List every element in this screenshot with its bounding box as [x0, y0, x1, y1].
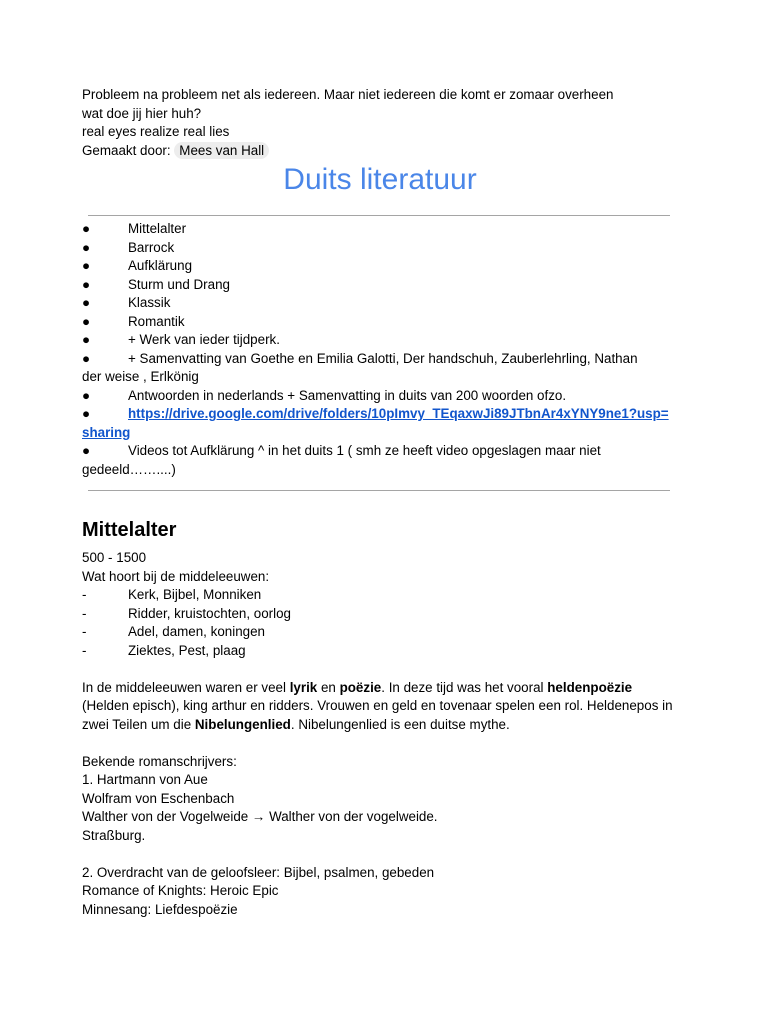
more-item: 2. Overdracht van de geloofsleer: Bijbel, psalmen, gebeden: [82, 864, 435, 880]
writers-label: Bekende romanschrijvers:: [82, 753, 237, 769]
bullet-icon: ●: [82, 239, 91, 255]
toc-item: [82, 276, 682, 295]
bullet-icon: ●: [82, 295, 91, 310]
dash-item: [82, 623, 682, 642]
para-bold: lyrik: [289, 679, 318, 695]
toc-item-label: + Werk van ieder tijdperk.: [128, 332, 280, 347]
toc-item-summary: [82, 350, 682, 387]
toc-item-label: Barrock: [128, 239, 175, 255]
toc-videos-line-2: gedeeld……....): [82, 461, 176, 477]
belongs-label: Wat hoort bij de middeleeuwen:: [82, 568, 270, 584]
intro-line-1: Probleem na probleem net als iedereen. Maar niet iedereen die komt er zomaar overheen: [82, 87, 614, 102]
toc-item: [82, 313, 682, 332]
toc-list: [82, 220, 682, 479]
para-bold: Nibelungenlied: [194, 716, 291, 732]
bullet-icon: ●: [82, 443, 91, 458]
bullet-icon: ●: [82, 221, 91, 236]
intro-line-3: real eyes realize real lies: [82, 124, 230, 139]
dash-item-label: Ziektes, Pest, plaag: [128, 642, 246, 658]
drive-link-cont[interactable]: sharing: [82, 424, 131, 440]
bullet-icon: ●: [82, 387, 91, 403]
toc-item-link: [82, 405, 682, 442]
bullet-icon: ●: [82, 276, 91, 292]
intro-line-2: wat doe jij hier huh?: [82, 105, 202, 121]
dash-item: [82, 605, 682, 624]
writer-item: Walther von der Vogelweide → Walther von der vogelweide.: [82, 809, 438, 824]
toc-item-label: Sturm und Drang: [128, 276, 230, 292]
toc-answers-label: Antwoorden in nederlands + Samenvatting in duits van 200 woorden ofzo.: [128, 387, 567, 403]
dash-icon: -: [82, 624, 87, 639]
period-text: 500 - 1500: [82, 550, 147, 565]
dash-item-label: Kerk, Bijbel, Monniken: [128, 587, 262, 602]
toc-item: [82, 220, 682, 239]
document-title: Duits literatuur: [283, 163, 477, 196]
para-bold: heldenpoëzie: [547, 679, 633, 695]
author-line: [82, 142, 682, 161]
bullet-icon: ●: [82, 350, 91, 366]
toc-videos-line-1: Videos tot Aufklärung ^ in het duits 1 ( smh ze heeft video opgeslagen maar niet: [128, 443, 601, 458]
writer-item: Straßburg.: [82, 827, 146, 843]
toc-item: [82, 257, 682, 276]
dash-item: [82, 586, 682, 605]
toc-item: [82, 331, 682, 350]
divider-top: [88, 215, 670, 216]
bullet-icon: ●: [82, 258, 91, 273]
bullet-icon: ●: [82, 313, 91, 329]
dash-icon: -: [82, 642, 87, 658]
dash-list: [82, 586, 682, 660]
toc-summary-line-1: + Samenvatting van Goethe en Emilia Galotti, Der handschuh, Zauberlehrling, Nathan: [128, 350, 638, 366]
toc-item-label: Aufklärung: [128, 258, 193, 273]
dash-icon: -: [82, 587, 87, 602]
dash-item: [82, 642, 682, 661]
document-page: [82, 86, 682, 919]
para-text: . In deze tijd was het vooral: [381, 679, 548, 695]
toc-item-label: Klassik: [128, 295, 171, 310]
bullet-icon: ●: [82, 332, 91, 347]
para-text: (Helden episch), king arthur en ridders. Vrouwen en geld en tovenaar spelen een rol. Heldenepos in zwei Teilen um die: [82, 698, 673, 732]
more-item: Romance of Knights: Heroic Epic: [82, 883, 279, 898]
writer-item: 1. Hartmann von Aue: [82, 772, 208, 787]
toc-item-videos: [82, 442, 682, 479]
toc-item-answers: [82, 387, 682, 406]
dash-item-label: Adel, damen, koningen: [128, 624, 265, 639]
divider-bottom: [88, 490, 670, 491]
para-text: . Nibelungenlied is een duitse mythe.: [290, 716, 510, 732]
bullet-icon: ●: [82, 406, 91, 421]
toc-item: [82, 239, 682, 258]
para-text: en: [317, 679, 340, 695]
toc-item: [82, 294, 682, 313]
toc-summary-line-2: der weise , Erlkönig: [82, 369, 199, 384]
section-heading-mittelalter: Mittelalter: [82, 519, 177, 541]
toc-item-label: Romantik: [128, 313, 185, 329]
author-label: Gemaakt door:: [82, 142, 175, 158]
drive-link[interactable]: https://drive.google.com/drive/folders/10pImvy_TEqaxwJi89JTbnAr4xYNY9ne1?usp=: [128, 406, 669, 421]
dash-icon: -: [82, 605, 87, 621]
para-text: In de middeleeuwen waren er veel: [82, 679, 290, 695]
toc-item-label: Mittelalter: [128, 221, 187, 236]
more-item: Minnesang: Liefdespoëzie: [82, 901, 238, 917]
dash-item-label: Ridder, kruistochten, oorlog: [128, 605, 292, 621]
author-chip[interactable]: Mees van Hall: [174, 142, 269, 159]
writer-item: Wolfram von Eschenbach: [82, 790, 235, 806]
para-bold: poëzie: [339, 679, 382, 695]
intro-paragraph: [82, 679, 678, 735]
